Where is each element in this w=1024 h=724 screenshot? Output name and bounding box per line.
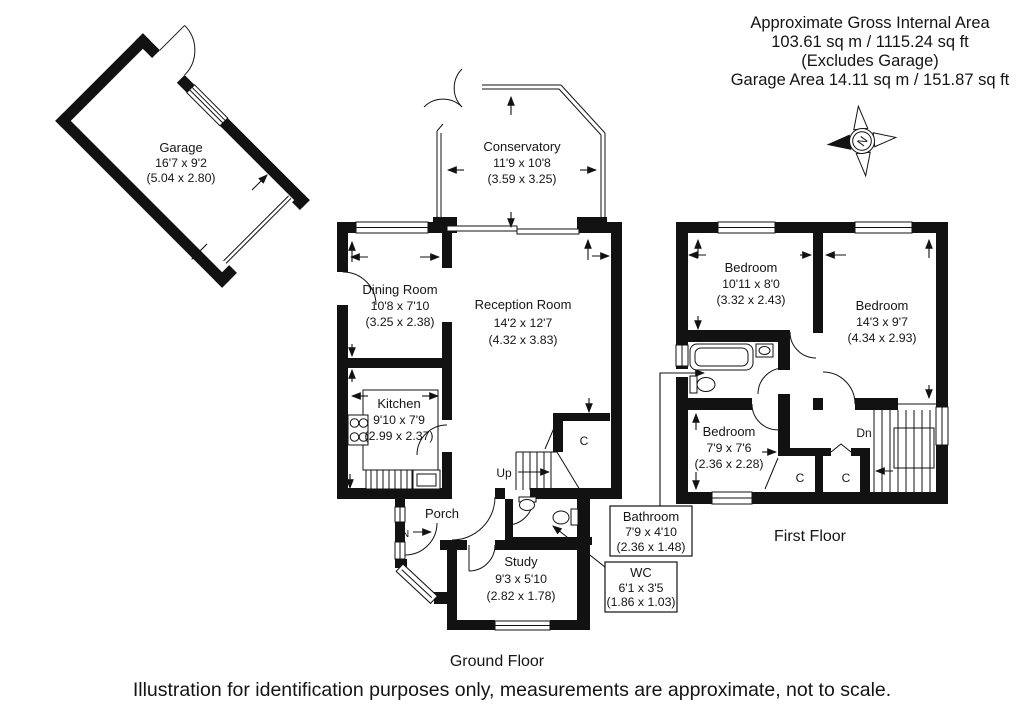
- closet-label: C: [579, 434, 589, 448]
- dining-imperial: 10'8 x 7'10: [370, 299, 430, 313]
- study-name: Study: [504, 554, 538, 569]
- study-door: [469, 545, 495, 571]
- porch-label: Porch: [425, 506, 459, 521]
- kitchen-imperial: 9'10 x 7'9: [373, 413, 425, 427]
- bedroom1-door-arc: [790, 332, 816, 358]
- closet-label: C: [795, 471, 805, 485]
- garage-vehicle-door: [224, 196, 292, 264]
- bathroom-metric: (2.36 x 1.48): [616, 540, 686, 554]
- kitchen-name: Kitchen: [377, 396, 421, 411]
- conservatory-door-arc: [454, 69, 462, 107]
- garage-name: Garage: [159, 140, 203, 155]
- bedroom2-imperial: 14'3 x 9'7: [856, 315, 908, 329]
- up-label: Up: [496, 466, 512, 480]
- porch-entrance-arc: [405, 523, 437, 555]
- conservatory-label: [483, 139, 561, 186]
- conservatory-name: Conservatory: [483, 139, 561, 154]
- bedroom1-name: Bedroom: [724, 260, 778, 275]
- bathroom-imperial: 7'9 x 4'10: [625, 525, 677, 539]
- garage-imperial: 16'7 x 9'2: [155, 156, 207, 170]
- bathroom-toilet: [697, 378, 715, 392]
- first-floor-title: First Floor: [774, 528, 846, 545]
- header-title: Approximate Gross Internal Area: [750, 14, 990, 32]
- disclaimer-text: Illustration for identification purposes only, measurements are approximate, not to scale.: [132, 679, 892, 701]
- in-label: IN: [398, 528, 410, 540]
- bedroom3-imperial: 7'9 x 7'6: [706, 441, 752, 455]
- bedroom2-door-arc: [823, 372, 855, 404]
- ground-floor-title: Ground Floor: [449, 653, 545, 670]
- reception-imperial: 14'2 x 12'7: [493, 316, 553, 330]
- wc-toilet-cistern: [571, 509, 578, 525]
- stairs-down: [874, 410, 930, 492]
- garage-door-arc: [160, 25, 209, 74]
- header-garage-area: Garage Area 14.11 sq m / 151.87 sq ft: [730, 71, 1010, 89]
- study-imperial: 9'3 x 5'10: [495, 572, 547, 586]
- wc-name: WC: [630, 565, 652, 580]
- bedroom3-door-arc: [752, 404, 778, 430]
- bathroom-name: Bathroom: [622, 509, 680, 524]
- bedroom2-metric: (4.34 x 2.93): [847, 331, 917, 345]
- garage-door-leaf: [160, 25, 185, 50]
- compass-north-label: N: [854, 133, 871, 149]
- bedroom3-name: Bedroom: [702, 424, 756, 439]
- bedroom3-metric: (2.36 x 2.28): [694, 457, 764, 471]
- header-area: 103.61 sq m / 1115.24 sq ft: [771, 33, 969, 51]
- bathroom-door-arc: [758, 368, 784, 394]
- bedroom1-imperial: 10'11 x 8'0: [722, 277, 780, 291]
- stairs-up: [516, 452, 580, 490]
- garage-label: [146, 140, 215, 185]
- header: [731, 14, 1010, 89]
- bedroom2-name: Bedroom: [855, 298, 909, 313]
- bathroom-toilet-cistern: [690, 376, 697, 393]
- reception-name: Reception Room: [474, 297, 572, 312]
- dining-metric: (3.25 x 2.38): [365, 315, 435, 329]
- bedroom1-metric: (3.32 x 2.43): [716, 293, 786, 307]
- conservatory-metric: (3.59 x 3.25): [487, 172, 557, 186]
- conservatory-door-arc: [424, 99, 462, 107]
- closet2-bifold-door: [831, 444, 851, 452]
- dn-label: Dn: [856, 426, 872, 440]
- compass-icon: [825, 103, 900, 180]
- wc-toilet: [553, 511, 569, 524]
- wc-imperial: 6'1 x 3'5: [618, 581, 664, 595]
- conservatory-imperial: 11'9 x 10'8: [493, 156, 551, 170]
- closet-label: C: [841, 471, 851, 485]
- header-excludes: (Excludes Garage): [801, 52, 939, 70]
- reception-metric: (4.32 x 3.83): [488, 333, 558, 347]
- wc-metric: (1.86 x 1.03): [606, 595, 676, 609]
- dining-name: Dining Room: [362, 282, 438, 297]
- closet1-door-leaf: [765, 458, 778, 489]
- kitchen-metric: (2.99 x 2.37): [364, 429, 434, 443]
- study-metric: (2.82 x 1.78): [486, 589, 556, 603]
- garage-metric: (5.04 x 2.80): [146, 171, 216, 185]
